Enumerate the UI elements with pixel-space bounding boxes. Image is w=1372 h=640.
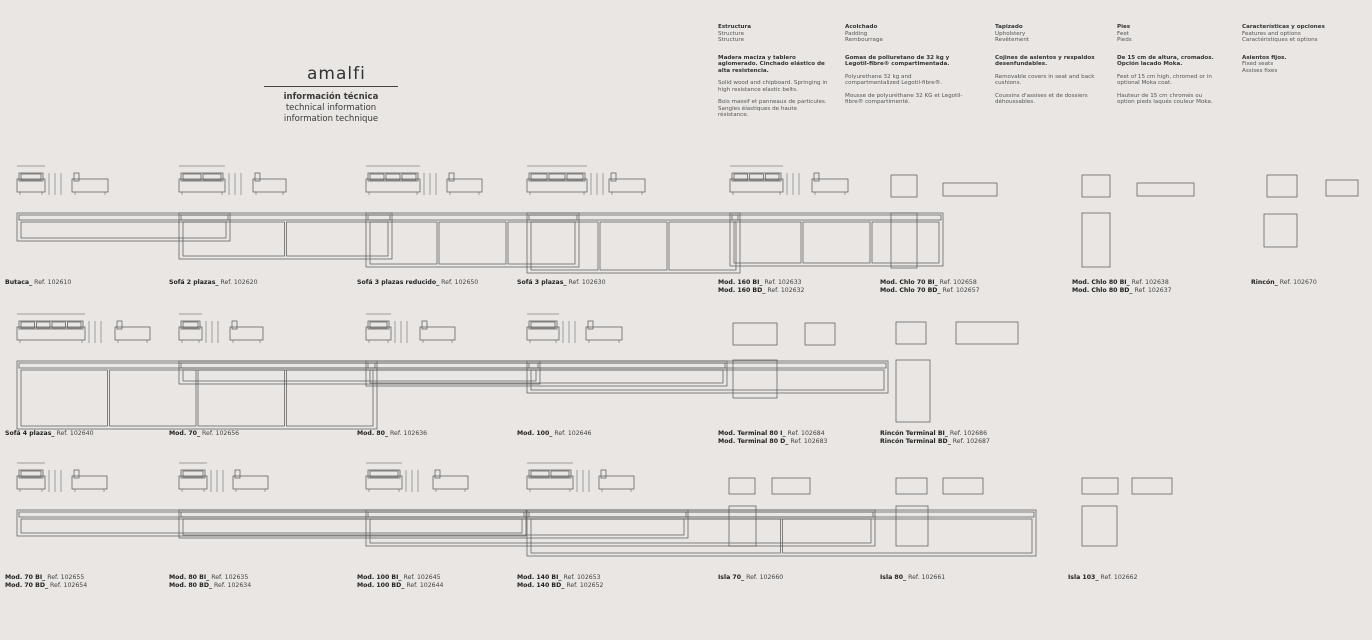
product-label: Sofá 4 plazas_ Ref. 102640 [5, 430, 94, 437]
chlo70-plan [891, 213, 917, 268]
33-plan-seat [734, 222, 801, 263]
product-label: Mod. 140 BI_ Ref. 102653 Mod. 140 BD_ Ref. 102652 [517, 574, 604, 589]
32-plan-seat [287, 222, 389, 256]
32-side-back [235, 470, 240, 478]
32-plan-seat [183, 222, 285, 256]
info-es: información técnica [283, 92, 379, 102]
33-plan-back [732, 215, 941, 220]
rinct-plan [896, 360, 930, 422]
28-plan [17, 510, 526, 536]
32-plan [527, 361, 888, 393]
32-plan-seat [287, 370, 374, 426]
32-plan-seat [508, 222, 575, 264]
32-plan-seat [198, 370, 285, 426]
30-plan-seat [21, 222, 226, 238]
product-label: Sofá 3 plazas_ Ref. 102630 [517, 279, 606, 286]
spec-head: Tapizado [995, 24, 1023, 30]
32-side-back [117, 321, 122, 329]
isla80-side [943, 478, 983, 494]
33-plan-seat [872, 222, 939, 263]
32-plan-seat [21, 370, 108, 426]
product-label: Mod. 160 BI_ Ref. 102633 Mod. 160 BD_ Ref. 102632 [718, 279, 805, 294]
32-plan [179, 510, 688, 538]
product-label: Mod. Chlo 80 BI_ Ref. 102638 Mod. Chlo 80 BD_ Ref. 102637 [1072, 279, 1172, 294]
product-label: Butaca_ Ref. 102610 [5, 279, 72, 286]
32-plan-seat [531, 370, 884, 390]
spec-head: Acolchado [845, 24, 878, 30]
32-plan-back [181, 215, 390, 220]
spec-head-en: Feet [1117, 30, 1129, 37]
product-label: Isla 103_ Ref. 102662 [1068, 574, 1138, 581]
rinct-side [956, 322, 1018, 344]
spec-body-fr: Assises fixes [1242, 67, 1278, 74]
chlo80-side [1137, 183, 1194, 196]
32-plan [366, 361, 727, 386]
product-label: Mod. 70 BI_ Ref. 102655 Mod. 70 BD_ Ref. 102654 [5, 574, 88, 589]
isla70-side [772, 478, 810, 494]
spec-body-en: Solid wood and chipboard. Springing in high resistance elastic belts. [718, 80, 828, 93]
term80-plan [733, 360, 777, 398]
32-plan-back [181, 512, 686, 517]
chlo70-side [943, 183, 997, 196]
isla70-front [729, 478, 755, 494]
spec-head-fr: Pieds [1117, 37, 1132, 43]
32-side-back [601, 470, 606, 478]
product-label: Mod. 80_ Ref. 102636 [357, 430, 428, 437]
chlo80-front [1082, 175, 1110, 197]
spec-head-fr: Revêtement [995, 37, 1030, 43]
isla103-plan [1082, 506, 1117, 546]
34-plan-seat [370, 519, 871, 543]
chlo80-plan [1082, 213, 1110, 267]
spec-head-en: Padding [845, 30, 868, 37]
product-label: Rincón_ Ref. 102670 [1251, 279, 1317, 286]
32-side-back [588, 321, 593, 329]
34-plan [366, 510, 875, 546]
spec-body: Gomas de poliuretano de 32 kg y Legotil-fibre® compartimentada. [845, 54, 950, 67]
28-plan-seat [21, 519, 522, 533]
34-plan-back [368, 512, 873, 517]
32-plan-back [529, 363, 886, 368]
spec-body-fr: Bois massif et panneaux de particules. Sangles élastiques de haute résistance. [718, 99, 827, 118]
product-label: Rincón Terminal BI_ Ref. 102686 Rincón Terminal BD_ Ref. 102687 [880, 430, 990, 445]
brand-title: amalfi [307, 64, 366, 84]
30-plan [17, 213, 230, 241]
spec-body: De 15 cm de altura, cromados. Opción lacado Moka. [1117, 54, 1214, 67]
isla103-front [1082, 478, 1118, 494]
30-plan-back [19, 215, 228, 220]
rincon-plan [1264, 214, 1297, 247]
info-fr: information technique [283, 114, 379, 124]
32-plan-seat [183, 519, 684, 535]
spec-body: Asientos fijos. [1242, 54, 1287, 61]
32-side-back [255, 173, 260, 181]
34-side-back [435, 470, 440, 478]
product-label: Mod. 70_ Ref. 102656 [169, 430, 240, 437]
spec-head-en: Features and options [1242, 30, 1301, 37]
info-en: technical information [285, 103, 377, 113]
spec-body-en: Removable covers in seat and back cushions. [995, 73, 1095, 86]
spec-head-en: Upholstery [995, 30, 1026, 37]
30-side-back [74, 173, 79, 181]
spec-head-en: Structure [718, 30, 745, 37]
32-plan-seat [600, 222, 667, 270]
32-plan [179, 361, 540, 384]
spec-head-fr: Caractéristiques et options [1242, 37, 1318, 43]
spec-head-fr: Structure [718, 37, 745, 43]
32-side-back [422, 321, 427, 329]
spec-body: Madera maciza y tablero aglomerado. Cinchado elástico de alta resistencia. [718, 54, 825, 74]
spec-body-en: Fixed seats [1242, 61, 1274, 67]
term80-side [805, 323, 835, 345]
32-plan-seat [439, 222, 506, 264]
product-label: Sofá 2 plazas_ Ref. 102620 [169, 279, 258, 286]
spec-body-fr: Coussins d'assises et de dossiers déhoussables. [995, 92, 1088, 105]
32-plan-back [19, 363, 375, 368]
product-label: Mod. 100_ Ref. 102646 [517, 430, 592, 437]
isla80-front [896, 478, 927, 494]
32-plan [17, 361, 377, 429]
rincon-front [1267, 175, 1297, 197]
spec-head: Estructura [718, 24, 752, 30]
spec-head-fr: Rembourrage [845, 37, 883, 43]
32-side-back [611, 173, 616, 181]
spec-body: Cojines de asientos y respaldos desenfundables. [995, 54, 1095, 67]
product-label: Mod. 100 BI_ Ref. 102645 Mod. 100 BD_ Ref. 102644 [357, 574, 444, 589]
product-label: Isla 70_ Ref. 102660 [718, 574, 784, 581]
32-plan-seat [531, 519, 781, 553]
spec-head: Pies [1117, 24, 1131, 30]
spec-body-fr: Hauteur de 15 cm chromés ou option pieds laqués couleur Moka. [1117, 92, 1213, 105]
28-plan-back [19, 512, 524, 517]
33-plan-seat [803, 222, 870, 263]
33-plan [730, 213, 943, 266]
32-plan-seat [669, 222, 736, 270]
32-plan-seat [531, 222, 598, 270]
product-label: Mod. Terminal 80 I_ Ref. 102684 Mod. Terminal 80 D_ Ref. 102683 [718, 430, 828, 445]
product-label: Sofá 3 plazas reducido_ Ref. 102650 [357, 279, 479, 286]
product-label: Mod. Chlo 70 BI_ Ref. 102658 Mod. Chlo 70 BD_ Ref. 102657 [880, 279, 980, 294]
rincon-side [1326, 180, 1358, 196]
32-plan-seat [370, 222, 437, 264]
spec-body-en: Feet of 15 cm high, chromed or in optional Moka coat. [1117, 73, 1212, 86]
spec-head: Características y opciones [1242, 24, 1325, 30]
product-label: Isla 80_ Ref. 102661 [880, 574, 946, 581]
term80-front [733, 323, 777, 345]
32-plan-back [368, 215, 577, 220]
spec-body-fr: Mousse de polyuréthane 32 KG et Legotil-fibre® compartimenté. [845, 92, 963, 105]
32-plan-back [368, 363, 725, 368]
spec-body-en: Polyurethane 32 kg and compartmentalized Legotil-fibre®. [845, 73, 943, 86]
isla103-side [1132, 478, 1172, 494]
32-plan [366, 213, 579, 267]
chlo70-front [891, 175, 917, 197]
32-plan-back [529, 512, 1034, 517]
28-side-back [74, 470, 79, 478]
32-plan-seat [183, 370, 536, 381]
32-plan-seat [783, 519, 1033, 553]
product-label: Mod. 80 BI_ Ref. 102635 Mod. 80 BD_ Ref. 102634 [169, 574, 252, 589]
33-side-back [814, 173, 819, 181]
32-plan-back [529, 215, 738, 220]
32-side-back [449, 173, 454, 181]
32-side-back [232, 321, 237, 329]
rinct-front [896, 322, 926, 344]
32-plan-back [181, 363, 538, 368]
